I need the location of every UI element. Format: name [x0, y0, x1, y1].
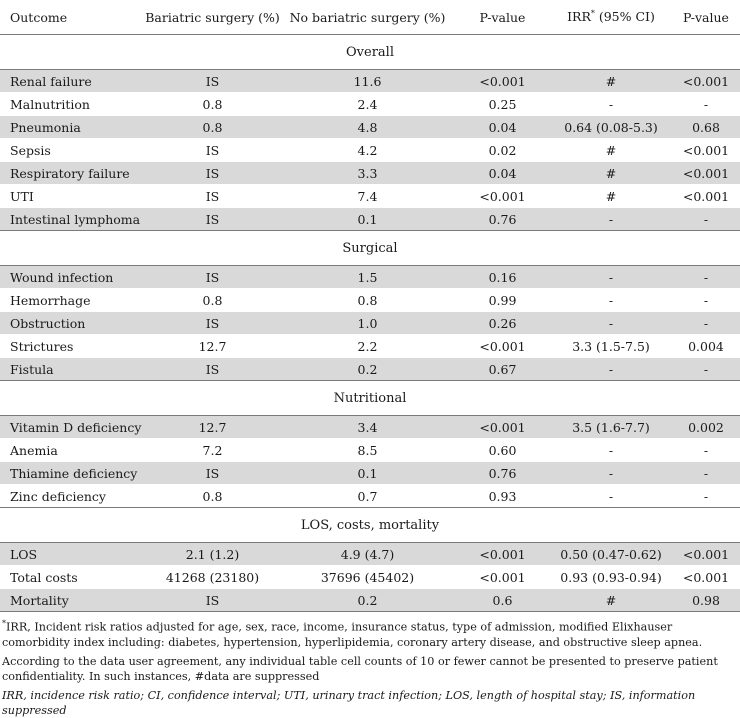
- table-cell: -: [550, 485, 672, 508]
- table-cell: Wound infection: [0, 266, 145, 289]
- table-row: [0, 358, 740, 381]
- table-row: [0, 416, 740, 439]
- header-p-value-irr: P-value: [672, 0, 740, 35]
- table-cell: 0.002: [672, 416, 740, 439]
- table-cell: 7.4: [280, 185, 455, 208]
- table-cell: -: [672, 289, 740, 312]
- table-row: [0, 589, 740, 612]
- table-row: [0, 266, 740, 289]
- table-cell: 0.1: [280, 462, 455, 485]
- table-cell: 0.2: [280, 358, 455, 381]
- header-outcome: Outcome: [0, 0, 145, 35]
- table-cell: 0.04: [455, 162, 550, 185]
- section-row: [0, 508, 740, 543]
- table-cell: IS: [145, 162, 280, 185]
- table-cell: 0.64 (0.08-5.3): [550, 116, 672, 139]
- table-cell: Pneumonia: [0, 116, 145, 139]
- table-row: [0, 335, 740, 358]
- table-cell: 0.16: [455, 266, 550, 289]
- table-cell: LOS: [0, 543, 145, 566]
- table-cell: 4.2: [280, 139, 455, 162]
- table-cell: -: [550, 93, 672, 116]
- table-cell: Vitamin D deficiency: [0, 416, 145, 439]
- section-title: LOS, costs, mortality: [0, 508, 740, 543]
- table-cell: 37696 (45402): [280, 566, 455, 589]
- table-cell: 0.50 (0.47-0.62): [550, 543, 672, 566]
- section-title: Overall: [0, 35, 740, 70]
- table-cell: -: [550, 312, 672, 335]
- table-cell: <0.001: [455, 416, 550, 439]
- footnote-abbreviations: IRR, incidence risk ratio; CI, confidence interval; UTI, urinary tract infection; LOS, length of hospital stay; IS, information suppressed: [2, 688, 696, 717]
- table-cell: UTI: [0, 185, 145, 208]
- table-row: [0, 93, 740, 116]
- table-row: [0, 139, 740, 162]
- table-cell: <0.001: [455, 185, 550, 208]
- table-cell: 0.60: [455, 439, 550, 462]
- table-cell: #: [550, 162, 672, 185]
- table-cell: <0.001: [672, 139, 740, 162]
- table-cell: IS: [145, 139, 280, 162]
- table-cell: 0.04: [455, 116, 550, 139]
- table-cell: Sepsis: [0, 139, 145, 162]
- table-cell: 0.67: [455, 358, 550, 381]
- table-cell: Mortality: [0, 589, 145, 612]
- table-row: [0, 312, 740, 335]
- table-cell: IS: [145, 312, 280, 335]
- table-cell: Zinc deficiency: [0, 485, 145, 508]
- table-cell: -: [672, 358, 740, 381]
- table-cell: Thiamine deficiency: [0, 462, 145, 485]
- table-cell: -: [550, 439, 672, 462]
- table-cell: -: [672, 208, 740, 231]
- table-cell: 0.8: [280, 289, 455, 312]
- table-cell: IS: [145, 589, 280, 612]
- table-cell: 0.8: [145, 485, 280, 508]
- table-cell: Renal failure: [0, 70, 145, 93]
- table-cell: 0.99: [455, 289, 550, 312]
- table-cell: -: [672, 93, 740, 116]
- table-row: [0, 462, 740, 485]
- table-cell: <0.001: [455, 543, 550, 566]
- table-row: [0, 162, 740, 185]
- table-cell: #: [550, 589, 672, 612]
- table-cell: <0.001: [672, 70, 740, 93]
- table-cell: <0.001: [455, 566, 550, 589]
- table-row: [0, 566, 740, 589]
- table-cell: #: [550, 139, 672, 162]
- table-cell: IS: [145, 70, 280, 93]
- section-row: [0, 231, 740, 266]
- section-title: Surgical: [0, 231, 740, 266]
- table-cell: -: [672, 266, 740, 289]
- table-cell: <0.001: [672, 185, 740, 208]
- table-cell: 7.2: [145, 439, 280, 462]
- table-cell: IS: [145, 462, 280, 485]
- table-cell: Respiratory failure: [0, 162, 145, 185]
- table-cell: 0.76: [455, 462, 550, 485]
- table-row: [0, 116, 740, 139]
- table-cell: Malnutrition: [0, 93, 145, 116]
- table-cell: 0.26: [455, 312, 550, 335]
- table-cell: -: [672, 439, 740, 462]
- table-cell: 0.68: [672, 116, 740, 139]
- table-cell: -: [550, 462, 672, 485]
- footnote-irr: *IRR, Incident risk ratios adjusted for age, sex, race, income, insurance status, type of admission, modified Elixhauser comorbidity index including: diabetes, hypertension, hyperlipidemia, coronary artery disease, and obstructive sleep apnea.: [2, 619, 703, 649]
- table-cell: 12.7: [145, 416, 280, 439]
- table-cell: 2.1 (1.2): [145, 543, 280, 566]
- table-cell: 12.7: [145, 335, 280, 358]
- table-cell: 0.93 (0.93-0.94): [550, 566, 672, 589]
- table-cell: 0.76: [455, 208, 550, 231]
- header-irr: IRR* (95% CI): [550, 0, 672, 35]
- table-cell: <0.001: [672, 566, 740, 589]
- table-cell: 0.7: [280, 485, 455, 508]
- table-cell: 8.5: [280, 439, 455, 462]
- table-cell: 0.8: [145, 93, 280, 116]
- section-row: [0, 35, 740, 70]
- table-cell: Anemia: [0, 439, 145, 462]
- table-cell: Intestinal lymphoma: [0, 208, 145, 231]
- table-row: [0, 70, 740, 93]
- table-cell: -: [550, 266, 672, 289]
- table-cell: 4.9 (4.7): [280, 543, 455, 566]
- table-cell: <0.001: [672, 543, 740, 566]
- table-cell: 0.8: [145, 289, 280, 312]
- table-cell: Strictures: [0, 335, 145, 358]
- table-cell: IS: [145, 266, 280, 289]
- table-cell: 4.8: [280, 116, 455, 139]
- table-row: [0, 289, 740, 312]
- header-no-bariatric: No bariatric surgery (%): [280, 0, 455, 35]
- table-cell: Fistula: [0, 358, 145, 381]
- table-cell: <0.001: [672, 162, 740, 185]
- table-cell: 2.2: [280, 335, 455, 358]
- table-cell: Obstruction: [0, 312, 145, 335]
- table-cell: 1.5: [280, 266, 455, 289]
- footnotes: [0, 612, 740, 718]
- table-cell: 0.02: [455, 139, 550, 162]
- table-cell: -: [672, 312, 740, 335]
- table-cell: #: [550, 185, 672, 208]
- table-cell: 0.2: [280, 589, 455, 612]
- table-cell: -: [550, 289, 672, 312]
- table-cell: 0.004: [672, 335, 740, 358]
- header-row: [0, 0, 740, 35]
- table-cell: #: [550, 70, 672, 93]
- table-cell: 3.3 (1.5-7.5): [550, 335, 672, 358]
- table-row: [0, 185, 740, 208]
- table-cell: 0.98: [672, 589, 740, 612]
- table-cell: 3.5 (1.6-7.7): [550, 416, 672, 439]
- table-cell: 11.6: [280, 70, 455, 93]
- table-cell: -: [672, 462, 740, 485]
- table-row: [0, 208, 740, 231]
- table-cell: -: [550, 208, 672, 231]
- table-cell: 2.4: [280, 93, 455, 116]
- table-cell: <0.001: [455, 335, 550, 358]
- table-cell: 3.3: [280, 162, 455, 185]
- table-cell: <0.001: [455, 70, 550, 93]
- table-cell: 0.25: [455, 93, 550, 116]
- table-cell: 1.0: [280, 312, 455, 335]
- section-title: Nutritional: [0, 381, 740, 416]
- footnote-agreement: According to the data user agreement, any individual table cell counts of 10 or fewer cannot be presented to preserve patient confidentiality. In such instances, #data are suppressed: [2, 654, 718, 683]
- header-bariatric: Bariatric surgery (%): [145, 0, 280, 35]
- table-cell: IS: [145, 185, 280, 208]
- table-body: [0, 35, 740, 612]
- table-cell: -: [550, 358, 672, 381]
- section-row: [0, 381, 740, 416]
- table-row: [0, 439, 740, 462]
- table-cell: -: [672, 485, 740, 508]
- table-cell: Hemorrhage: [0, 289, 145, 312]
- table-row: [0, 485, 740, 508]
- header-p-value: P-value: [455, 0, 550, 35]
- table-cell: 0.6: [455, 589, 550, 612]
- table-cell: 0.1: [280, 208, 455, 231]
- table-cell: Total costs: [0, 566, 145, 589]
- table-cell: 0.8: [145, 116, 280, 139]
- table-cell: 3.4: [280, 416, 455, 439]
- table-cell: IS: [145, 208, 280, 231]
- table-cell: 41268 (23180): [145, 566, 280, 589]
- table-cell: 0.93: [455, 485, 550, 508]
- table-row: [0, 543, 740, 566]
- table-cell: IS: [145, 358, 280, 381]
